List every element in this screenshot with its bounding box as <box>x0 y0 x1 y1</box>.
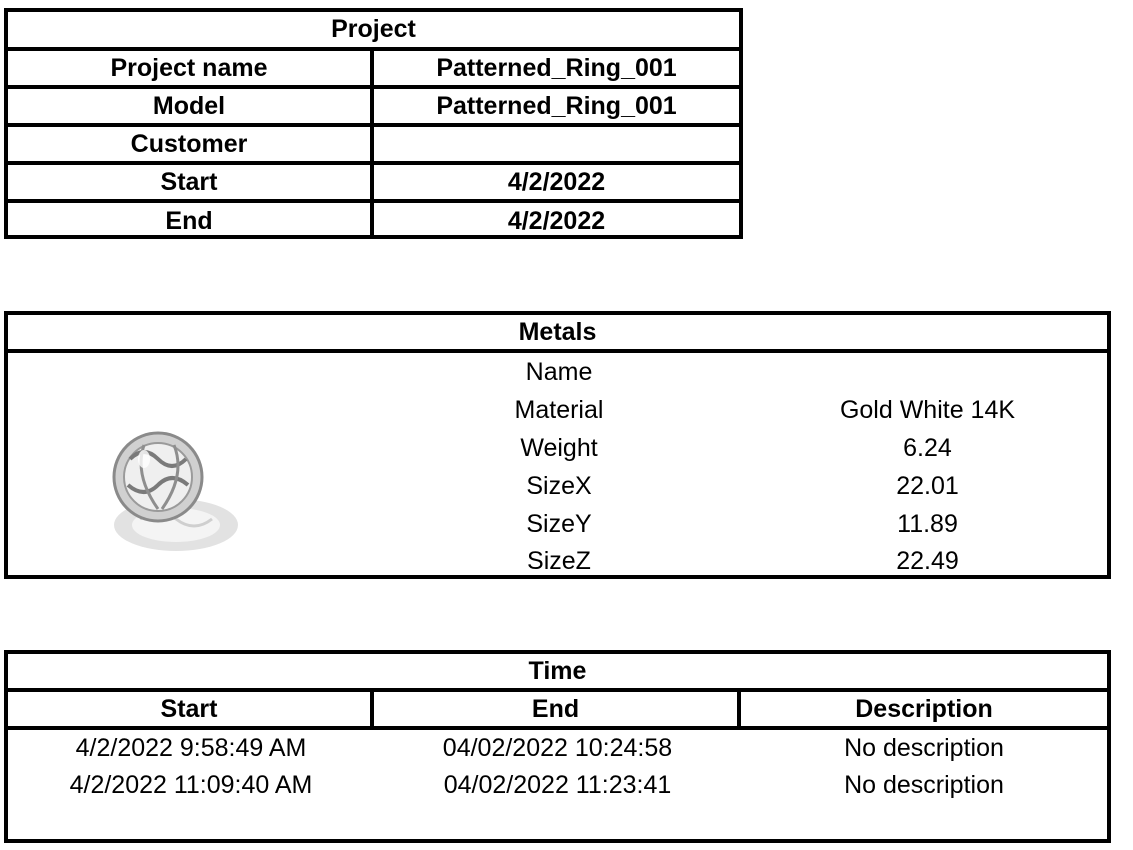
start-label: Start <box>8 165 374 199</box>
material-value: Gold White 14K <box>839 395 1016 424</box>
metal-name-value <box>744 353 1111 391</box>
customer-label: Customer <box>8 127 374 161</box>
time-header-start: Start <box>8 692 374 726</box>
time-start-cell: 4/2/2022 9:58:49 AM <box>75 734 307 762</box>
table-row <box>8 730 1107 767</box>
time-description-cell: No description <box>844 734 1004 762</box>
sizex-label: SizeX <box>526 471 592 500</box>
metals-title: Metals <box>518 317 597 346</box>
customer-value <box>374 127 739 161</box>
ring-render-icon <box>78 415 248 555</box>
project-row-start <box>8 165 739 203</box>
model-label: Model <box>8 89 374 123</box>
project-name-value: Patterned_Ring_001 <box>436 53 677 82</box>
weight-label: Weight <box>520 433 598 462</box>
time-header-row <box>8 692 1107 730</box>
material-label: Material <box>514 395 604 424</box>
time-title: Time <box>528 656 587 685</box>
sizey-label: SizeY <box>526 509 592 538</box>
start-value: 4/2/2022 <box>507 167 606 196</box>
metals-title-row <box>8 315 1107 353</box>
sizez-value: 22.49 <box>896 546 959 575</box>
time-end-cell: 04/02/2022 11:23:41 <box>443 771 672 799</box>
project-name-label: Project name <box>8 51 374 85</box>
sizez-label: SizeZ <box>527 546 591 575</box>
time-table <box>4 650 1111 843</box>
project-row-name <box>8 51 739 89</box>
time-header-description: Description <box>855 694 993 723</box>
weight-value: 6.24 <box>903 433 952 462</box>
project-table <box>4 8 743 239</box>
project-title: Project <box>331 15 416 43</box>
end-value: 4/2/2022 <box>507 206 606 235</box>
metals-table <box>4 311 1111 579</box>
table-row <box>8 767 1107 804</box>
model-value: Patterned_Ring_001 <box>436 91 677 120</box>
metals-body <box>8 353 1107 575</box>
time-start-cell: 4/2/2022 11:09:40 AM <box>69 771 313 799</box>
project-row-customer <box>8 127 739 165</box>
time-title-row <box>8 654 1107 692</box>
project-title-row <box>8 12 739 51</box>
time-description-cell: No description <box>844 771 1004 799</box>
time-end-cell: 04/02/2022 10:24:58 <box>442 734 673 762</box>
metal-name-label: Name <box>525 357 593 386</box>
project-row-end <box>8 203 739 239</box>
project-row-model <box>8 89 739 127</box>
sizex-value: 22.01 <box>896 471 959 500</box>
sizey-value: 11.89 <box>897 509 958 538</box>
time-header-end: End <box>374 692 741 726</box>
end-label: End <box>8 203 374 239</box>
